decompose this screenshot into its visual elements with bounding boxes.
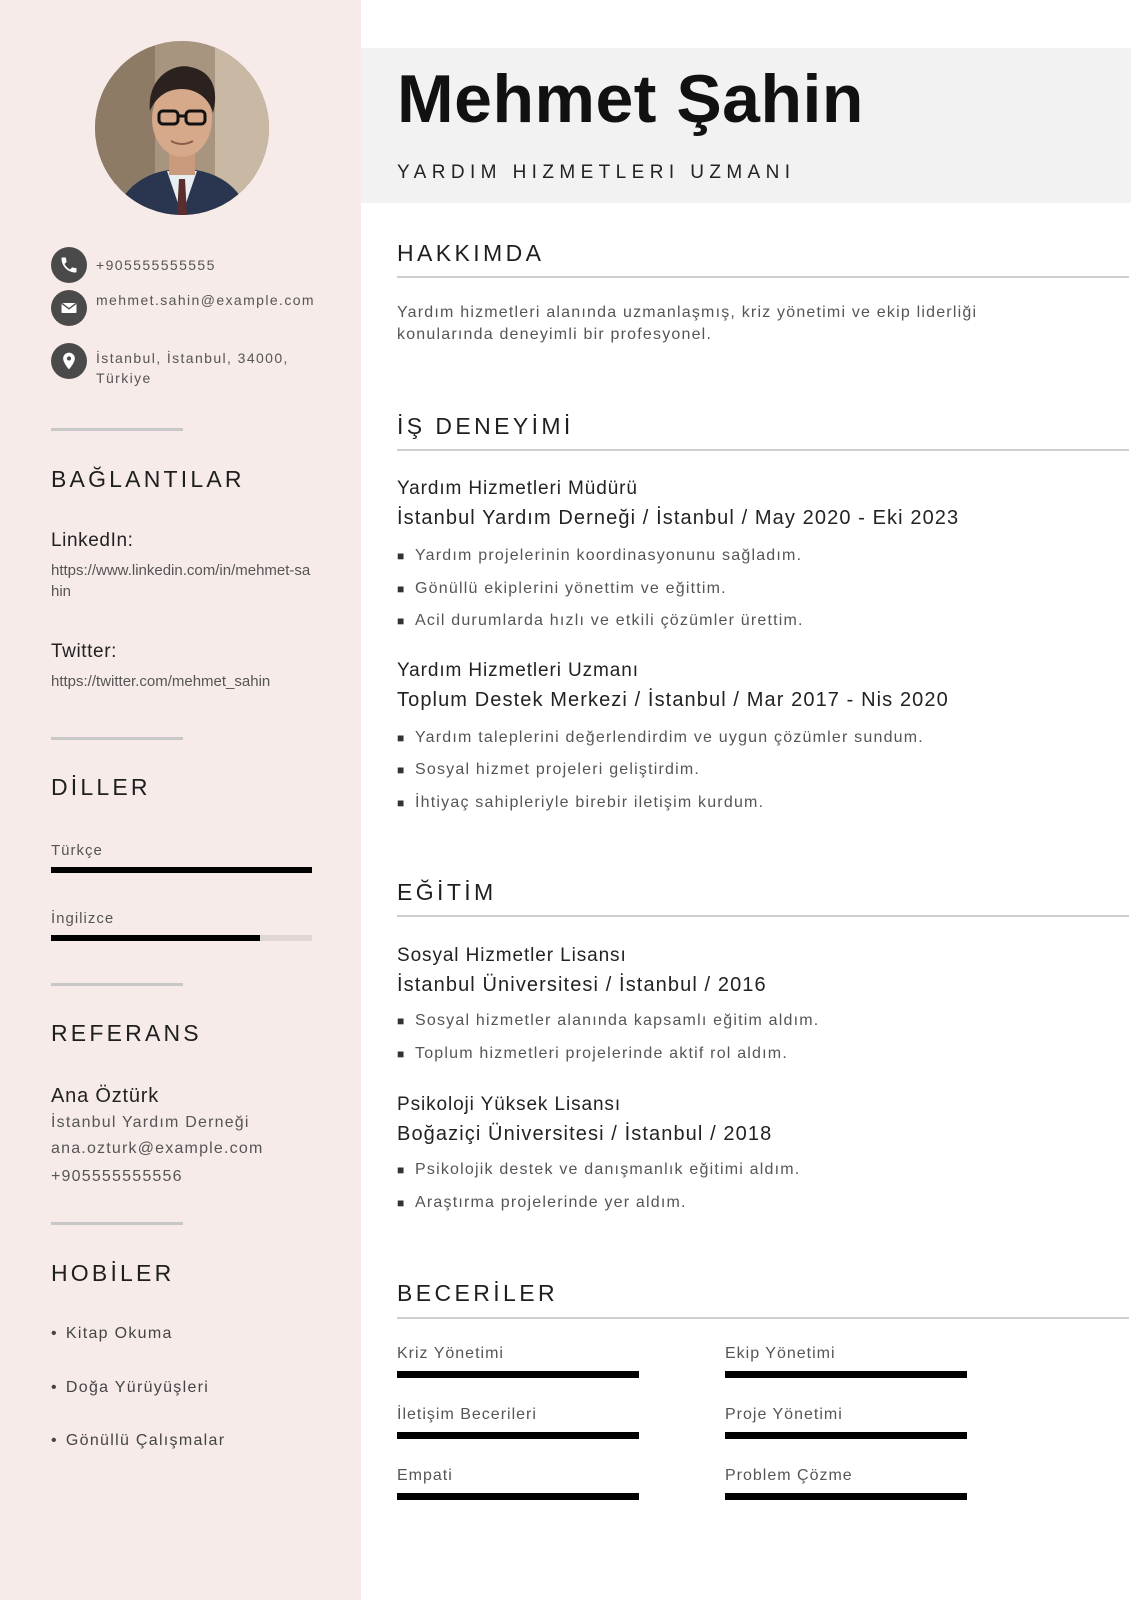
about-text: Yardım hizmetleri alanında uzmanlaşmış, kriz yönetimi ve ekip liderliği konularında deneyimli bir profesyonel. [397,304,978,343]
skill-level-bar [397,1493,639,1500]
degree-school-date: Boğaziçi Üniversitesi / İstanbul / 2018 [397,1123,773,1145]
hobby-label: Kitap Okuma [65,1325,173,1342]
language-level-fill [51,867,312,873]
linkedin-label: LinkedIn: [51,530,134,551]
list-item-text: İhtiyaç sahipleriyle birebir iletişim kurdum. [415,794,765,811]
sidebar [0,0,361,1600]
language-level-fill [51,935,260,941]
degree-title: Sosyal Hizmetler Lisansı [397,945,627,966]
job-company-dates: İstanbul Yardım Derneği / İstanbul / May 2020 - Eki 2023 [397,507,960,529]
skill-level-bar [725,1371,967,1378]
list-item: ■ Psikolojik destek ve danışmanlık eğitimi aldım. [397,1161,801,1178]
contact-address [51,343,316,388]
section-rule [397,276,1129,278]
reference-heading: REFERANS [51,1020,202,1046]
skill-level-fill [397,1432,639,1439]
reference-name: Ana Öztürk [51,1085,160,1107]
contact-email [51,290,316,326]
mail-icon [51,290,87,326]
skill-label: İletişim Becerileri [397,1406,537,1423]
list-item: ■ Yardım taleplerini değerlendirdim ve uygun çözümler sundum. [397,729,924,746]
email-address[interactable]: mehmet.sahin@example.com [96,292,315,308]
list-item-text: Gönüllü ekiplerini yönettim ve eğittim. [415,580,727,597]
address: İstanbul, İstanbul, 34000, Türkiye [96,350,289,386]
language-label: İngilizce [51,910,115,927]
skill-label: Problem Çözme [725,1467,853,1484]
list-item: ■ Araştırma projelerinde yer aldım. [397,1194,687,1211]
divider [51,983,183,986]
reference-email[interactable]: ana.ozturk@example.com [51,1140,264,1157]
language-level-bar [51,935,312,941]
skill-level-fill [397,1371,639,1378]
skill-level-bar [725,1493,967,1500]
list-item: ■ Sosyal hizmet projeleri geliştirdim. [397,761,701,778]
list-item-text: Sosyal hizmetler alanında kapsamlı eğitim aldım. [415,1012,820,1029]
job-position: Yardım Hizmetleri Müdürü [397,478,638,499]
divider [51,1222,183,1225]
skill-level-bar [725,1432,967,1439]
twitter-label: Twitter: [51,641,118,662]
languages-heading: DİLLER [51,774,151,800]
section-rule [397,915,1129,917]
education-heading: EĞİTİM [397,879,497,905]
hobbies-heading: HOBİLER [51,1260,175,1286]
hobby-item: • Doğa Yürüyüşleri [51,1379,210,1396]
list-item-text: Toplum hizmetleri projelerinde aktif rol aldım. [415,1045,788,1062]
skill-level-bar [397,1432,639,1439]
reference-organization: İstanbul Yardım Derneği [51,1114,250,1131]
language-label: Türkçe [51,842,103,859]
twitter-url[interactable]: https://twitter.com/mehmet_sahin [51,673,271,690]
skill-level-bar [397,1371,639,1378]
contact-phone [51,247,316,283]
skill-label: Ekip Yönetimi [725,1345,836,1362]
hobby-item: • Kitap Okuma [51,1325,173,1342]
degree-school-date: İstanbul Üniversitesi / İstanbul / 2016 [397,974,767,996]
section-rule [397,449,1129,451]
divider [51,737,183,740]
skill-label: Empati [397,1467,453,1484]
list-item-text: Acil durumlarda hızlı ve etkili çözümler ürettim. [415,612,804,629]
person-name: Mehmet Şahin [397,61,864,137]
section-rule [397,1317,1129,1319]
list-item: ■ Toplum hizmetleri projelerinde aktif rol aldım. [397,1045,788,1062]
linkedin-url[interactable]: https://www.linkedin.com/in/mehmet-sahin [51,562,311,600]
job-position: Yardım Hizmetleri Uzmanı [397,660,639,681]
divider [51,428,183,431]
experience-heading: İŞ DENEYİMİ [397,413,574,439]
degree-title: Psikoloji Yüksek Lisansı [397,1094,622,1115]
skill-level-fill [725,1493,967,1500]
list-item: ■ Gönüllü ekiplerini yönettim ve eğittim. [397,580,727,597]
skill-label: Proje Yönetimi [725,1406,843,1423]
skill-label: Kriz Yönetimi [397,1345,504,1362]
list-item-text: Araştırma projelerinde yer aldım. [415,1194,687,1211]
language-level-bar [51,867,312,873]
list-item-text: Yardım projelerinin koordinasyonunu sağladım. [415,547,803,564]
phone-number: +905555555555 [96,257,216,273]
skill-level-fill [725,1371,967,1378]
list-item: ■ Sosyal hizmetler alanında kapsamlı eğitim aldım. [397,1012,820,1029]
phone-icon [51,247,87,283]
skill-level-fill [397,1493,639,1500]
list-item: ■ Yardım projelerinin koordinasyonunu sağladım. [397,547,803,564]
hobby-item: • Gönüllü Çalışmalar [51,1432,226,1449]
hobby-label: Gönüllü Çalışmalar [65,1432,226,1449]
location-pin-icon [51,343,87,379]
job-title: YARDIM HIZMETLERI UZMANI [397,162,796,183]
list-item-text: Psikolojik destek ve danışmanlık eğitimi aldım. [415,1161,801,1178]
list-item-text: Yardım taleplerini değerlendirdim ve uygun çözümler sundum. [415,729,924,746]
links-heading: BAĞLANTILAR [51,466,245,492]
profile-photo [95,41,269,215]
about-heading: HAKKIMDA [397,240,545,266]
skill-level-fill [725,1432,967,1439]
reference-phone: +905555555556 [51,1168,183,1185]
list-item: ■ İhtiyaç sahipleriyle birebir iletişim kurdum. [397,794,765,811]
list-item-text: Sosyal hizmet projeleri geliştirdim. [415,761,701,778]
job-company-dates: Toplum Destek Merkezi / İstanbul / Mar 2017 - Nis 2020 [397,689,949,711]
list-item: ■ Acil durumlarda hızlı ve etkili çözümler ürettim. [397,612,804,629]
hobby-label: Doğa Yürüyüşleri [65,1379,210,1396]
skills-heading: BECERİLER [397,1280,558,1306]
